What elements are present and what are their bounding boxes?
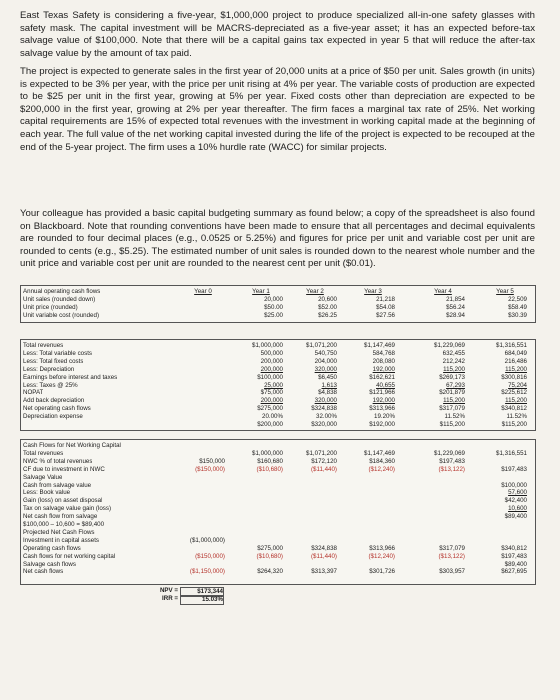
table-cell: $56.24 xyxy=(446,303,465,311)
table-cell: $1,316,551 xyxy=(496,449,527,457)
table-cell: ($1,150,000) xyxy=(189,568,225,576)
row-label: Operating cash flows xyxy=(23,544,81,552)
table-row xyxy=(21,529,535,537)
table-row xyxy=(21,405,535,413)
table-cell: $100,000 xyxy=(257,373,283,381)
table-row xyxy=(21,342,535,350)
table-row xyxy=(21,537,535,545)
table-cell: $6,450 xyxy=(318,373,337,381)
row-label: Less: Depreciation xyxy=(23,365,75,373)
row-label: Unit price (rounded) xyxy=(23,303,78,311)
irr-label: IRR = xyxy=(162,595,178,602)
table-cell: ($11,440) xyxy=(310,552,337,560)
table-cell: 320,000 xyxy=(314,365,337,373)
table-cell: $197,483 xyxy=(501,465,527,473)
table-cell: $313,966 xyxy=(369,544,395,552)
table-cell: 540,750 xyxy=(314,349,337,357)
row-label: NOPAT xyxy=(23,389,44,397)
table-cell: 115,200 xyxy=(505,365,527,373)
table-cell: Year 2 xyxy=(306,288,324,295)
table-row xyxy=(21,545,535,553)
table-cell: $1,071,200 xyxy=(306,342,337,349)
table-cell: 216,486 xyxy=(504,357,527,365)
table-row xyxy=(21,497,535,505)
table-cell: $172,120 xyxy=(311,457,337,465)
table-cell: $42,400 xyxy=(504,497,527,505)
table-cell: $115,200 xyxy=(501,421,527,428)
table-row xyxy=(21,389,535,397)
table-cell: $269,173 xyxy=(439,373,465,381)
table-cell: $30.39 xyxy=(508,311,527,319)
table-cell: $313,966 xyxy=(369,405,395,413)
table-row xyxy=(21,458,535,466)
row-label: Less: Taxes @ 25% xyxy=(23,381,78,389)
table-cell: 75,204 xyxy=(508,381,527,389)
table-cell: $1,000,000 xyxy=(252,449,283,457)
table-cell: ($13,122) xyxy=(438,465,465,473)
table-row xyxy=(21,442,535,450)
paragraph-3: Your colleague has provided a basic capital budgeting summary as found below; a copy of the spreadsheet is also found on Blackboard. Note that rounding conventions have been made to ensure that all percentages and decimal equivalents are rounded to four decimal places (e.g., 0.0525 or 5.25%) and figures for price per unit and variable cost per unit are rounded to cents (e.g., $5.25). The estimated number of unit sales is rounded down to the nearest whole number and the unit price and variable cost per unit are rounded to the nearest cent per unit ($0.01). xyxy=(20,208,535,270)
table-cell: 500,000 xyxy=(260,349,283,357)
table-cell: $184,360 xyxy=(369,457,395,465)
row-label: Total revenues xyxy=(23,449,64,457)
row-label: Investment in capital assets xyxy=(23,536,100,544)
row-label: Unit sales (rounded down) xyxy=(23,295,96,303)
table-row xyxy=(21,288,535,296)
table-cell: $275,000 xyxy=(257,405,283,413)
table-cell: $200,000 xyxy=(257,421,283,428)
table-row xyxy=(21,568,535,576)
operating-cash-flow-block xyxy=(20,339,536,431)
table-cell: $1,229,069 xyxy=(434,449,465,457)
row-label: Total revenues xyxy=(23,342,64,349)
table-cell: 11.52% xyxy=(506,413,527,421)
table-cell: $340,812 xyxy=(501,544,527,552)
nwc-salvage-netcash-block xyxy=(20,439,536,585)
row-label: Salvage cash flows xyxy=(23,560,76,568)
npv-label: NPV = xyxy=(159,587,178,594)
table-cell: Year 3 xyxy=(364,288,382,295)
table-cell: $300,816 xyxy=(501,373,527,381)
table-cell: 40,655 xyxy=(376,381,395,389)
table-cell: 21,218 xyxy=(376,295,395,303)
table-row xyxy=(21,513,535,521)
row-label: Net cash flow from salvage xyxy=(23,513,98,521)
table-cell: $320,000 xyxy=(311,421,337,428)
table-cell: 67,293 xyxy=(446,381,465,389)
table-row xyxy=(21,374,535,382)
table-cell: ($150,000) xyxy=(195,552,225,560)
table-cell: 208,080 xyxy=(372,357,395,365)
row-label: Projected Net Cash Flows xyxy=(23,528,95,536)
table-cell: $89,400 xyxy=(504,513,527,521)
table-cell: $197,483 xyxy=(439,457,465,465)
table-row xyxy=(21,421,535,429)
table-cell: $340,812 xyxy=(501,405,527,413)
row-label: Add back depreciation xyxy=(23,397,85,405)
table-cell: $75,000 xyxy=(260,389,283,397)
table-cell: 320,000 xyxy=(314,397,337,405)
row-label: Depreciation expense xyxy=(23,413,83,421)
table-cell: $324,838 xyxy=(311,544,337,552)
row-label: CF due to investment in NWC xyxy=(23,465,105,473)
table-cell: $1,147,469 xyxy=(364,449,395,457)
table-cell: ($1,000,000) xyxy=(189,536,225,544)
table-cell: ($10,680) xyxy=(256,465,283,473)
row-label: Net operating cash flows xyxy=(23,405,91,413)
table-cell: $1,147,469 xyxy=(364,342,395,349)
table-cell: $50.00 xyxy=(264,303,283,311)
unit-assumptions-block xyxy=(20,285,536,323)
table-cell: $100,000 xyxy=(501,481,527,489)
table-cell: $275,000 xyxy=(257,544,283,552)
table-cell: 115,200 xyxy=(505,397,527,405)
table-cell: $89,400 xyxy=(504,560,527,568)
table-cell: 25,000 xyxy=(264,381,283,389)
table-cell: ($150,000) xyxy=(195,465,225,473)
table-row xyxy=(21,382,535,390)
table-cell: Year 1 xyxy=(252,288,270,295)
table-cell: 11.52% xyxy=(444,413,465,421)
row-label: Cash Flows for Net Working Capital xyxy=(23,442,121,449)
table-cell: 584,768 xyxy=(372,349,395,357)
row-label: NWC % of total revenues xyxy=(23,457,93,465)
table-row xyxy=(21,366,535,374)
table-cell: 32.00% xyxy=(316,413,337,421)
table-cell: $192,000 xyxy=(369,421,395,428)
row-label: Earnings before interest and taxes xyxy=(23,373,118,381)
table-cell: 200,000 xyxy=(260,397,283,405)
table-row xyxy=(21,296,535,304)
table-cell: $115,200 xyxy=(439,421,465,428)
table-cell: 632,455 xyxy=(442,349,465,357)
table-cell: ($10,680) xyxy=(256,552,283,560)
table-row xyxy=(21,397,535,405)
table-row xyxy=(21,413,535,421)
table-cell: 212,242 xyxy=(442,357,465,365)
table-row xyxy=(21,358,535,366)
table-cell: $313,397 xyxy=(311,568,337,576)
paragraph-1: East Texas Safety is considering a five-year, $1,000,000 project to produce specialized all-in-one safety glasses with safety mask. The capital investment will be MACRS-depreciated as a five-year asset; it has an expected before-tax salvage value of $100,000. Note that there will be a capital gains tax expected in year 5 that will reduce the after-tax salvage value by the amount of tax paid. xyxy=(20,10,535,59)
table-cell: ($13,122) xyxy=(438,552,465,560)
row-label: Gain (loss) on asset disposal xyxy=(23,497,103,505)
table-cell: 192,000 xyxy=(372,397,395,405)
table-row xyxy=(21,553,535,561)
table-cell: $28.94 xyxy=(446,311,465,319)
table-cell: 1,613 xyxy=(321,381,337,389)
table-cell: ($11,440) xyxy=(310,465,337,473)
table-row xyxy=(21,350,535,358)
table-cell: $26.25 xyxy=(318,311,337,319)
table-cell: $54.08 xyxy=(376,303,395,311)
table-cell: $197,483 xyxy=(501,552,527,560)
row-label: Less: Book value xyxy=(23,489,71,497)
table-row xyxy=(21,489,535,497)
table-row xyxy=(21,474,535,482)
row-label: Annual operating cash flows xyxy=(23,288,101,295)
row-label: Cash flows for net working capital xyxy=(23,552,116,560)
table-cell: 10,600 xyxy=(508,505,527,513)
table-cell: 192,000 xyxy=(372,365,395,373)
table-cell: 57,600 xyxy=(508,489,527,497)
table-cell: 20.00% xyxy=(262,413,283,421)
table-row xyxy=(21,312,535,320)
irr-value: 15.03% xyxy=(180,595,224,605)
table-cell: 200,000 xyxy=(260,365,283,373)
table-cell: Year 4 xyxy=(434,288,452,295)
table-row xyxy=(21,466,535,474)
npv-value: $173,344 xyxy=(180,587,224,597)
table-cell: $160,680 xyxy=(257,457,283,465)
table-row xyxy=(21,450,535,458)
table-row xyxy=(21,561,535,569)
row-label: Salvage Value xyxy=(23,473,63,481)
table-cell: $317,079 xyxy=(439,405,465,413)
table-cell: $1,071,200 xyxy=(306,449,337,457)
table-cell: $324,838 xyxy=(311,405,337,413)
table-cell: 22,509 xyxy=(508,295,527,303)
table-cell: $162,621 xyxy=(369,373,395,381)
row-label: Cash from salvage value xyxy=(23,481,92,489)
table-cell: Year 0 xyxy=(194,288,212,295)
table-cell: $27.56 xyxy=(376,311,395,319)
table-cell: 204,000 xyxy=(314,357,337,365)
paragraph-2: The project is expected to generate sales in the first year of 20,000 units at a price of $50 per unit. Sales growth (in units) is expected to be 3% per year, with the price per unit rising at 4% per year. The variable costs of production are expected to be $25 per unit in the first year, growing at 5% per year. Fixed costs other than depreciation are expected to be $200,000 in the first year, growing at 2% per year thereafter. The firm faces a marginal tax rate of 25%. Net working capital requirements are 15% of expected total revenues with the investment in working capital made at the beginning of each year. The full value of the net working capital invested during the life of the project is expected to be recouped at the end of the 5-year project. The firm uses a 10% hurdle rate (WACC) for similar projects. xyxy=(20,66,535,153)
table-cell: $4,838 xyxy=(318,389,337,397)
row-label: Tax on salvage value gain (loss) xyxy=(23,505,112,513)
table-cell: ($12,240) xyxy=(368,552,395,560)
table-cell: 20,000 xyxy=(264,295,283,303)
row-label: Unit variable cost (rounded) xyxy=(23,311,100,319)
table-cell: $1,229,069 xyxy=(434,342,465,349)
table-row xyxy=(21,304,535,312)
table-cell: 115,200 xyxy=(443,397,465,405)
table-cell: $121,966 xyxy=(369,389,395,397)
table-row xyxy=(21,482,535,490)
table-cell: $264,320 xyxy=(257,568,283,576)
table-cell: $627,695 xyxy=(501,568,527,576)
table-cell: 684,049 xyxy=(504,349,527,357)
table-row xyxy=(21,505,535,513)
table-cell: 20,600 xyxy=(318,295,337,303)
table-cell: $25.00 xyxy=(264,311,283,319)
row-label: Net cash flows xyxy=(23,568,64,576)
table-cell: $1,000,000 xyxy=(252,342,283,349)
table-cell: $317,079 xyxy=(439,544,465,552)
table-cell: $303,957 xyxy=(439,568,465,576)
row-label: Less: Total variable costs xyxy=(23,349,93,357)
table-cell: 200,000 xyxy=(260,357,283,365)
row-label: $100,000 – 10,600 = $89,400 xyxy=(23,521,105,528)
table-cell: 19.20% xyxy=(374,413,395,421)
table-cell: $1,316,551 xyxy=(496,342,527,349)
table-row xyxy=(21,521,535,529)
table-cell: $58.49 xyxy=(508,303,527,311)
table-cell: Year 5 xyxy=(496,288,514,295)
table-cell: 115,200 xyxy=(443,365,465,373)
table-cell: $201,879 xyxy=(439,389,465,397)
table-cell: $150,000 xyxy=(199,457,225,465)
table-cell: $301,726 xyxy=(369,568,395,576)
table-cell: $52.00 xyxy=(318,303,337,311)
row-label: Less: Total fixed costs xyxy=(23,357,84,365)
table-cell: ($12,240) xyxy=(368,465,395,473)
table-cell: 21,854 xyxy=(446,295,465,303)
table-cell: $225,612 xyxy=(501,389,527,397)
